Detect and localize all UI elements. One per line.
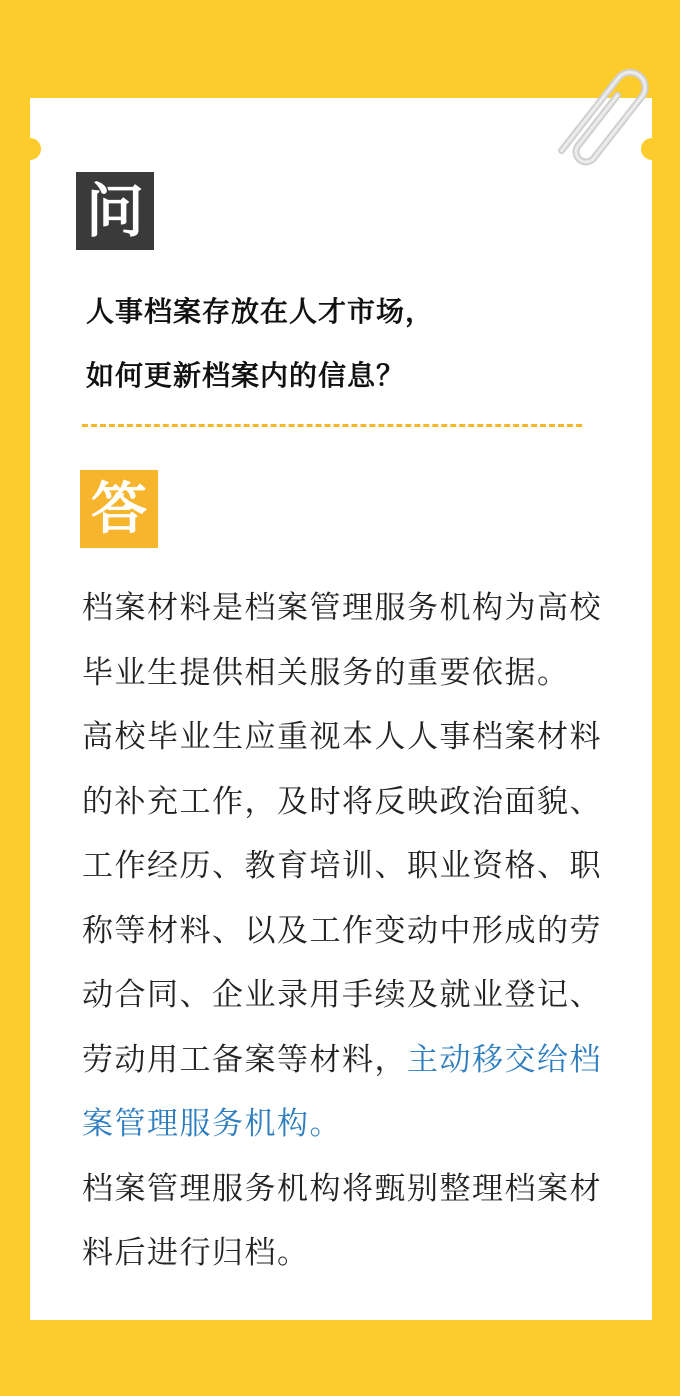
answer-paragraph-2-text: 高校毕业生应重视本人人事档案材料的补充工作，及时将反映政治面貌、工作经历、教育培训、职业资格、职称等材料、以及工作变动中形成的劳动合同、企业录用手续及就业登记、劳动用工备案等材料， <box>82 719 602 1078</box>
question-line-1: 人事档案存放在人才市场， <box>86 295 435 328</box>
question-badge: 问 <box>76 172 154 250</box>
answer-highlight-text: 主动移交给档案管理服务机构。 <box>82 1041 602 1142</box>
paperclip-icon <box>548 52 658 192</box>
answer-badge: 答 <box>80 470 158 548</box>
question-line-2: 如何更新档案内的信息？ <box>86 359 406 392</box>
answer-text <box>82 576 618 1286</box>
answer-paragraph-3: 档案管理服务机构将甄别整理档案材料后进行归档。 <box>82 1170 602 1271</box>
card-notch-left <box>19 138 41 160</box>
question-text <box>86 280 606 408</box>
answer-paragraph-2 <box>82 705 618 1157</box>
dashed-divider <box>82 424 582 427</box>
answer-paragraph-1: 档案材料是档案管理服务机构为高校毕业生提供相关服务的重要依据。 <box>82 590 602 691</box>
